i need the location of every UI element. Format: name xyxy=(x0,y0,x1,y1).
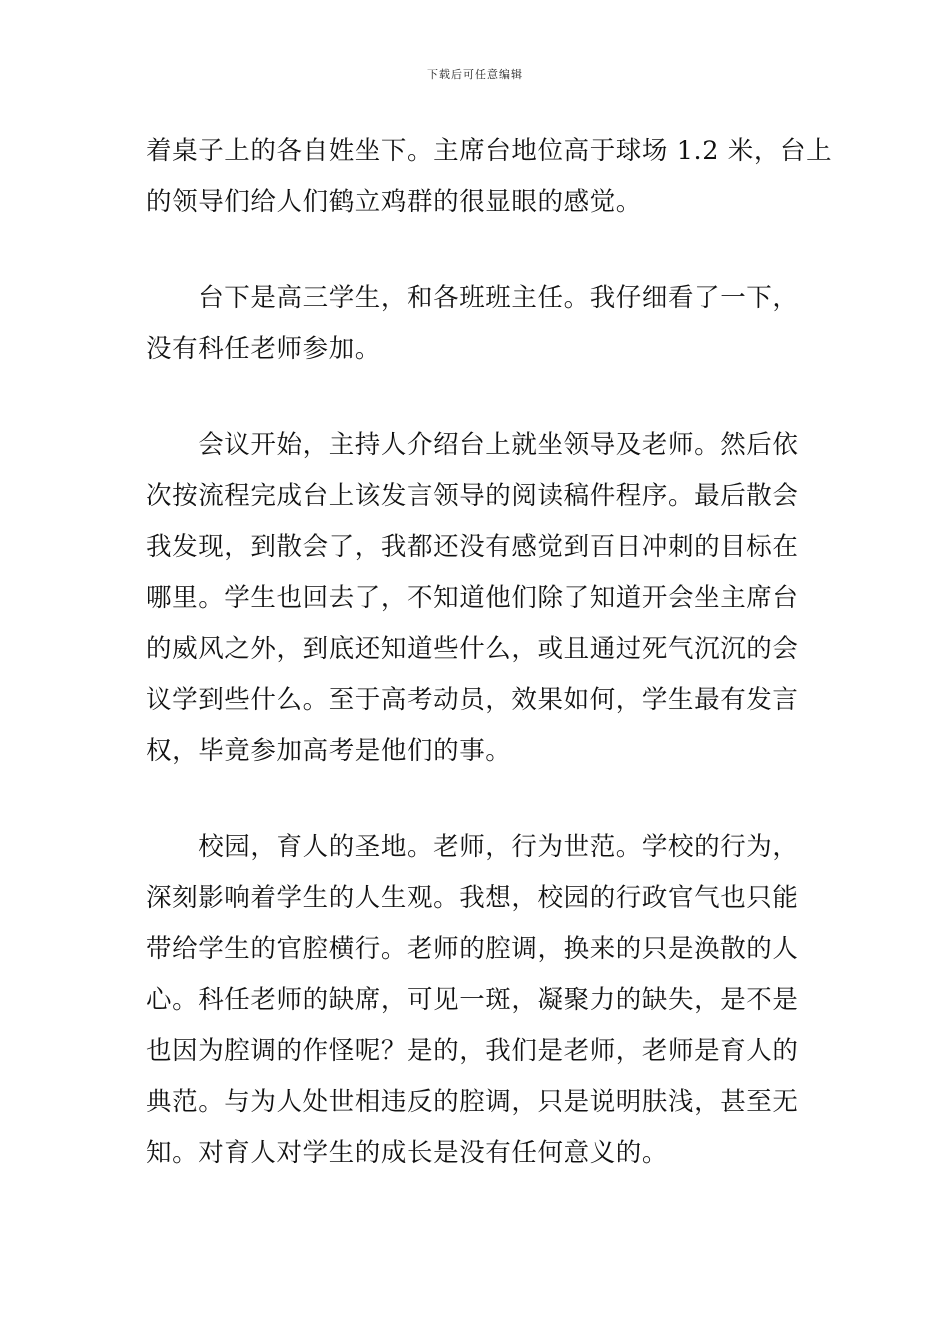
text-line: 议学到些什么。至于高考动员，效果如何，学生最有发言 xyxy=(146,685,799,715)
text-line: 台下是高三学生，和各班班主任。我仔细看了一下， xyxy=(146,283,799,313)
text-line: 深刻影响着学生的人生观。我想，校园的行政官气也只能 xyxy=(146,883,799,913)
paragraph-gap xyxy=(146,377,811,422)
page-header-note: 下载后可任意编辑 xyxy=(427,68,523,81)
paragraph-gap xyxy=(146,779,811,824)
text-line: 我发现，到散会了，我都还没有感觉到百日冲刺的目标在 xyxy=(146,532,799,562)
text-line: 校园，育人的圣地。老师，行为世范。学校的行为， xyxy=(146,832,799,862)
text-line: 哪里。学生也回去了，不知道他们除了知道开会坐主席台 xyxy=(146,583,799,613)
paragraph-3 xyxy=(146,422,811,779)
text-line: 知。对育人对学生的成长是没有任何意义的。 xyxy=(146,1138,669,1168)
paragraph-4 xyxy=(146,824,811,1181)
text-line: 也因为腔调的作怪呢？是的，我们是老师，老师是育人的 xyxy=(146,1036,799,1066)
text-line: 的领导们给人们鹤立鸡群的很显眼的感觉。 xyxy=(146,187,642,217)
text-line: 会议开始，主持人介绍台上就坐领导及老师。然后依 xyxy=(146,430,799,460)
paragraph-2 xyxy=(146,275,811,377)
text-line: 典范。与为人处世相违反的腔调，只是说明肤浅，甚至无 xyxy=(146,1087,799,1117)
text-line: 带给学生的官腔横行。老师的腔调，换来的只是涣散的人 xyxy=(146,934,799,964)
document-body xyxy=(146,128,833,1181)
paragraph-1 xyxy=(146,128,833,230)
text-line: 心。科任老师的缺席，可见一斑，凝聚力的缺失，是不是 xyxy=(146,985,799,1015)
paragraph-gap xyxy=(146,230,811,275)
text-line: 没有科任老师参加。 xyxy=(146,334,381,364)
text-line: 权，毕竟参加高考是他们的事。 xyxy=(146,736,512,766)
text-line: 着桌子上的各自姓坐下。主席台地位高于球场 1.2 米，台上 xyxy=(146,136,833,166)
text-line: 次按流程完成台上该发言领导的阅读稿件程序。最后散会 xyxy=(146,481,799,511)
text-line: 的威风之外，到底还知道些什么，或且通过死气沉沉的会 xyxy=(146,634,799,664)
